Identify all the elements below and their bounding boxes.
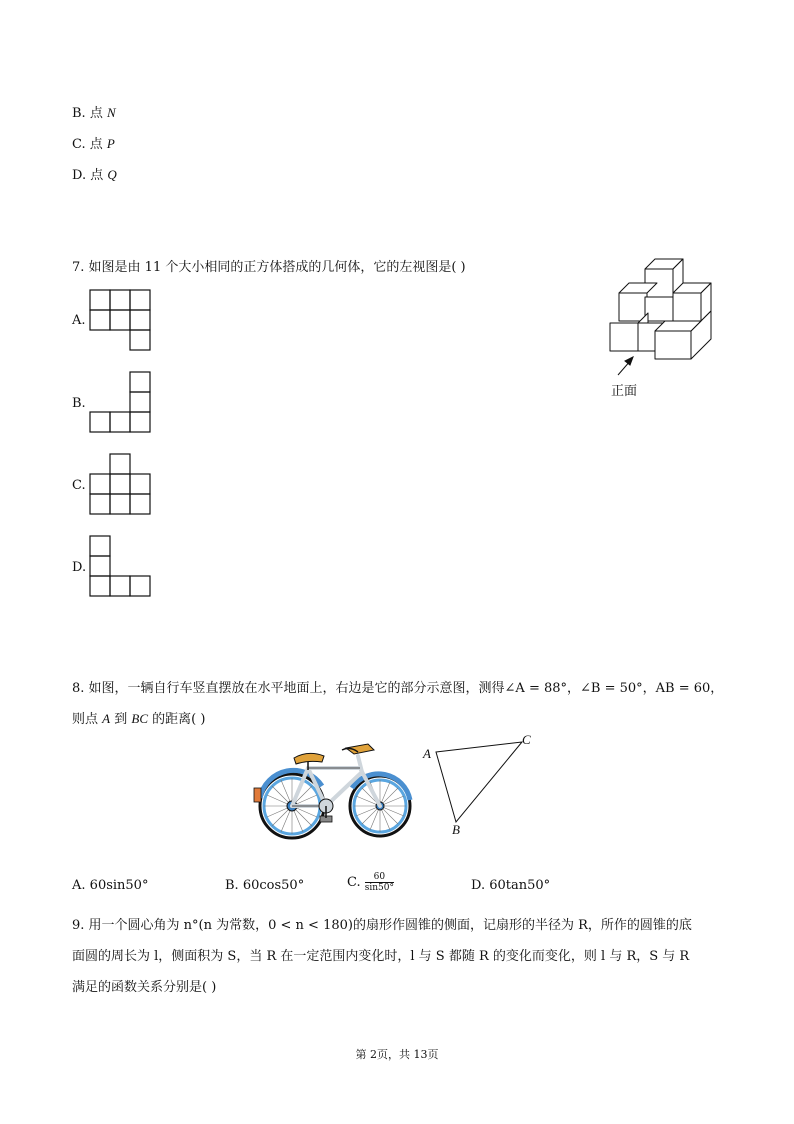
q7-option-b-figure: [90, 372, 152, 434]
page-footer: 第 2页，共 13页: [355, 1048, 439, 1061]
q7-option-c-figure: [90, 454, 152, 516]
triangle-label-a: A: [423, 746, 431, 761]
bicycle-illustration: [250, 738, 415, 843]
q8-option-c: C. $\frac{60}{\sin 50^\circ}$: [347, 872, 395, 893]
q7-option-d-letter: D.: [72, 560, 87, 575]
q6-option-c: C. 点 P: [72, 136, 115, 152]
q7-option-b-letter: B.: [72, 396, 86, 411]
triangle-label-b: B: [452, 822, 460, 837]
q6-option-b: B. 点 N: [72, 105, 116, 121]
triangle-diagram: [418, 730, 538, 840]
q7-cube-figure: [605, 255, 720, 395]
triangle-label-c: C: [522, 732, 531, 747]
q8-option-c-fraction: $\frac{60}{\sin 50^\circ}$: [364, 872, 395, 893]
q8-option-d: D. 60tan50°: [471, 878, 551, 893]
q9-line2: 面圆的周长为 l，侧面积为 S，当 R 在一定范围内变化时，l 与 S 都随 R 的变化而变化，则 l 与 R，S 与 R: [72, 949, 690, 964]
q9-line3: 满足的函数关系分别是( ): [72, 980, 217, 995]
q9-line1: 9. 用一个圆心角为 n°(n 为常数，0 < n < 180)的扇形作圆锥的侧面，记扇形的半径为 R，所作的圆锥的底: [72, 918, 692, 933]
q7-stem: 7. 如图是由 11 个大小相同的正方体搭成的几何体，它的左视图是( ): [72, 260, 466, 275]
q8-option-b: B. 60cos50°: [225, 878, 305, 893]
q7-option-c-letter: C.: [72, 478, 86, 493]
q7-option-d-figure: [90, 536, 152, 598]
front-label: 正面: [611, 384, 638, 399]
q7-option-a-figure: [90, 290, 152, 352]
q6-option-d: D. 点 Q: [72, 167, 117, 183]
q8-option-a: A. 60sin50°: [72, 878, 149, 893]
q8-stem-line1: 8. 如图，一辆自行车竖直摆放在水平地面上，右边是它的部分示意图，测得∠A = 88°，∠B = 50°，AB = 60，: [72, 681, 724, 696]
q7-option-a-letter: A.: [72, 313, 86, 328]
q8-stem-line2: 则点 A 到 BC 的距离( ): [72, 711, 206, 727]
